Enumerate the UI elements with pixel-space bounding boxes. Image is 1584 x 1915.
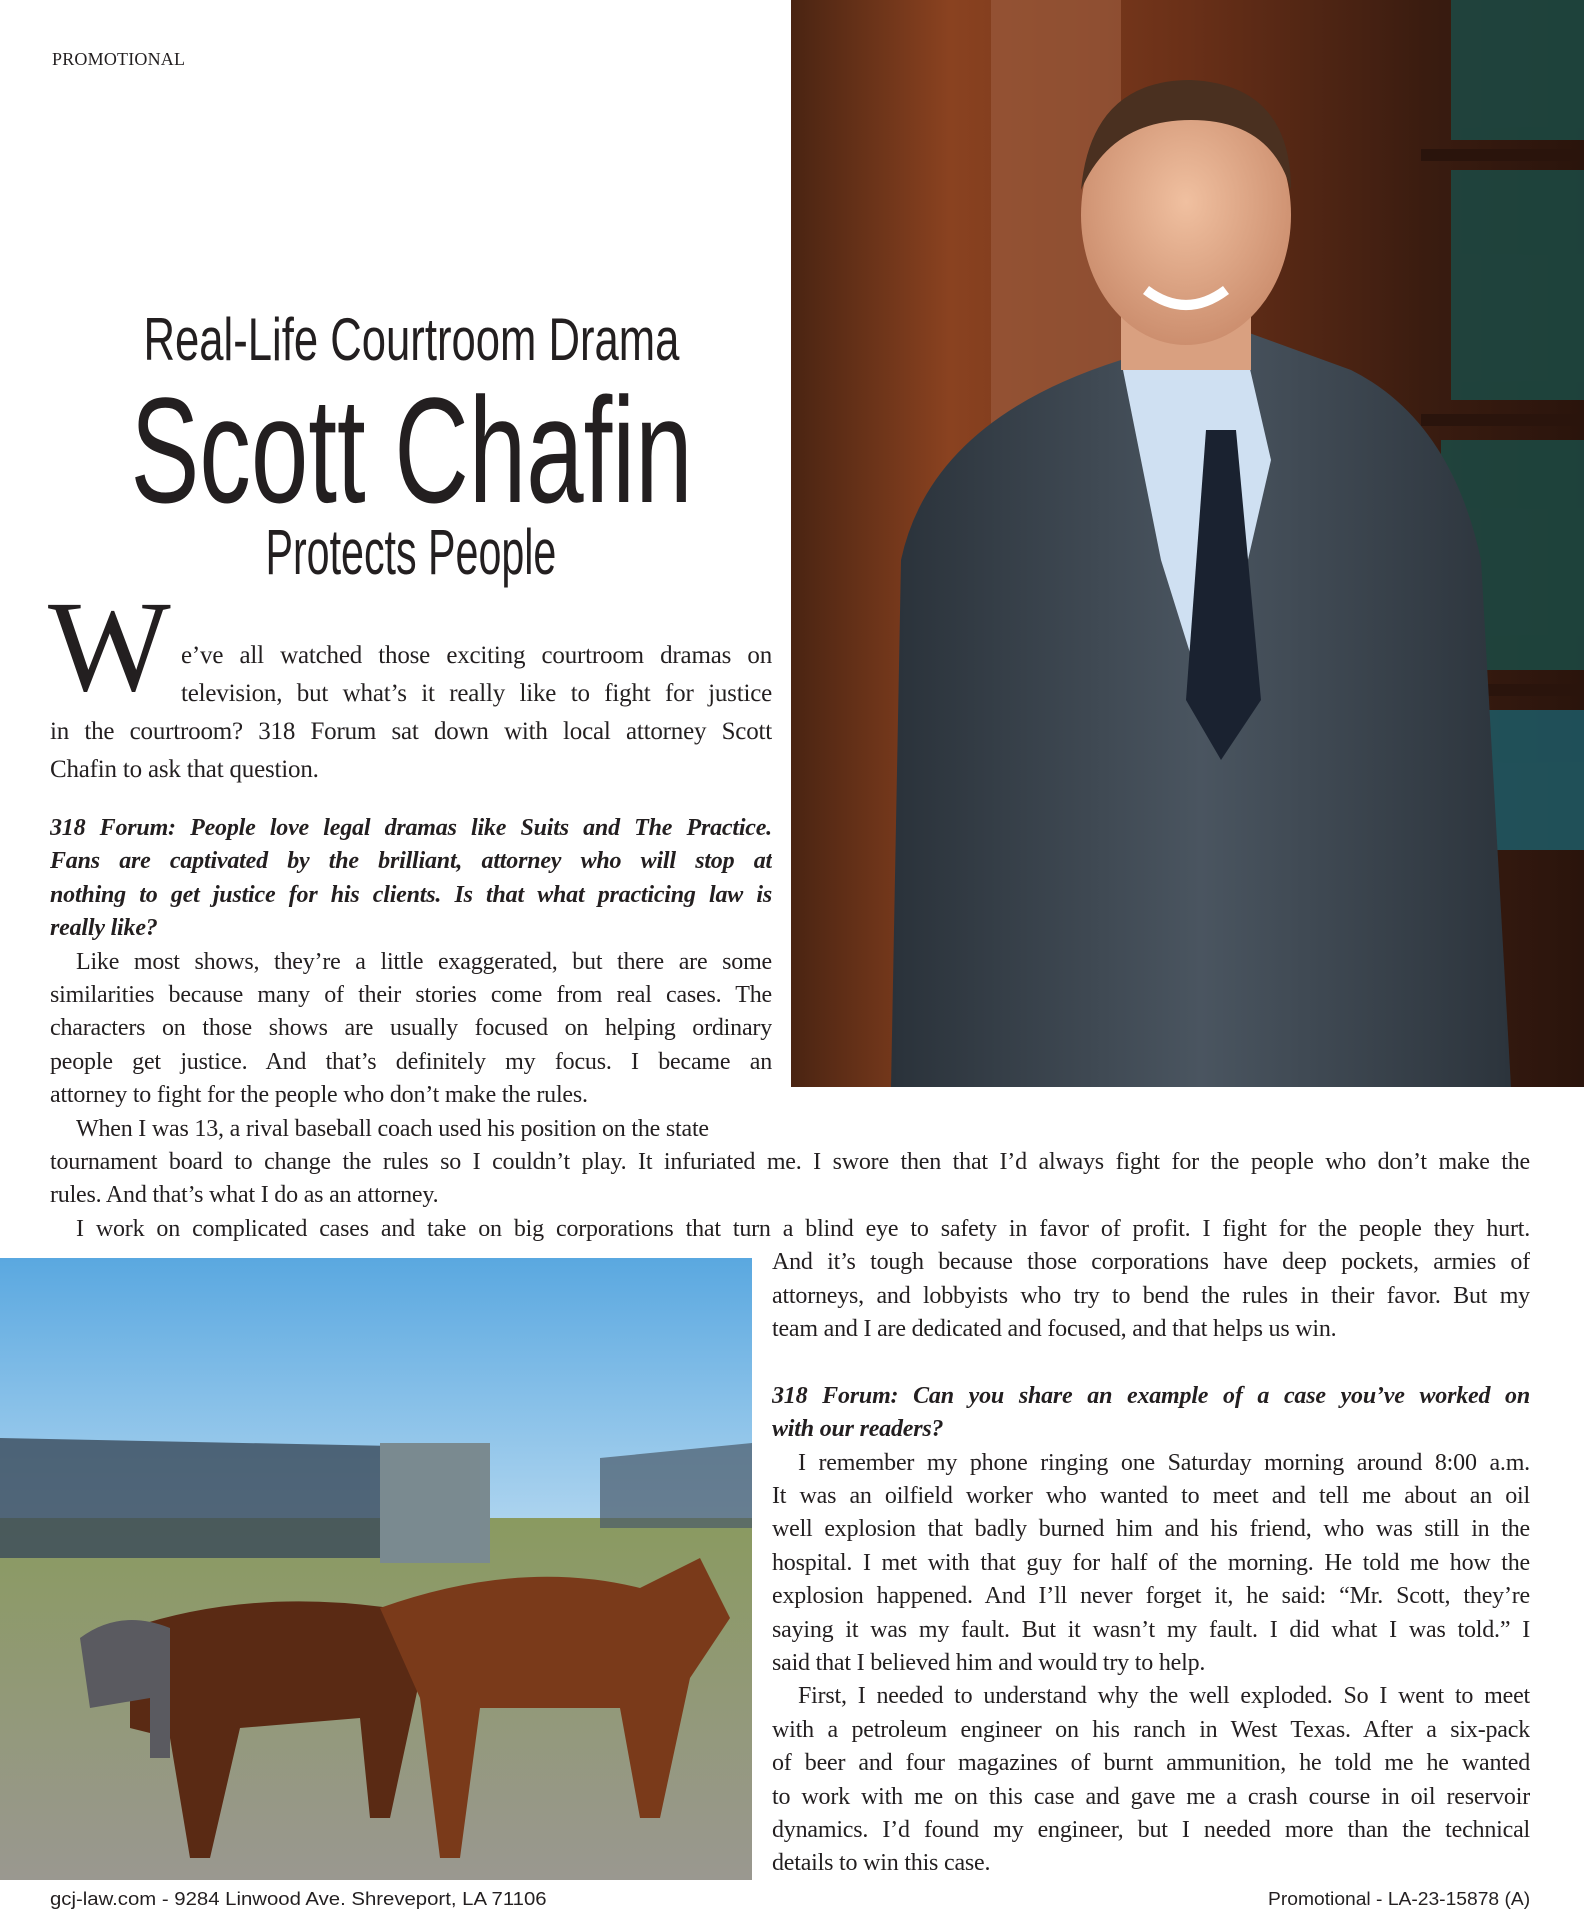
answer-line: It was an oilfield worker who wanted to meet and tell me about an oil — [772, 1483, 1530, 1509]
answer-line: said that I believed him and would try to help. — [772, 1650, 1206, 1676]
headline-name: Scott Chafin — [130, 366, 693, 534]
intro-line: e’ve all watched those exciting courtroom dramas on — [181, 642, 772, 669]
answer-line: explosion happened. And I’ll never forget it, he said: “Mr. Scott, they’re — [772, 1583, 1530, 1610]
answer-line: I remember my phone ringing one Saturday morning around 8:00 a.m. — [798, 1449, 1530, 1476]
intro-line: Chafin to ask that question. — [50, 756, 319, 783]
answer-line: tournament board to change the rules so I couldn’t play. It infuriated me. I swore then that I’d always fight for the people who don’t make the — [50, 1149, 1530, 1175]
answer-line: well explosion that badly burned him and his friend, who was still in the — [772, 1516, 1530, 1543]
question-line: nothing to get justice for his clients. Is that what practicing law is — [50, 881, 772, 908]
question-line: 318 Forum: Can you share an example of a case you’ve worked on — [772, 1382, 1530, 1409]
answer-line: characters on those shows are usually focused on helping ordinary — [50, 1015, 772, 1042]
answer-line: I work on complicated cases and take on big corporations that turn a blind eye to safety in favor of profit. I fight for the people they hurt. — [76, 1215, 1530, 1242]
question-line: with our readers? — [772, 1416, 944, 1443]
answer-line: similarities because many of their stories come from real cases. The — [50, 982, 772, 1008]
answer-line: Like most shows, they’re a little exaggerated, but there are some — [76, 948, 772, 975]
question-line: Fans are captivated by the brilliant, attorney who will stop at — [50, 848, 772, 875]
answer-line: dynamics. I’d found my engineer, but I needed more than the technical — [772, 1817, 1530, 1843]
answer-line: rules. And that’s what I do as an attorney. — [50, 1182, 439, 1209]
answer-line: hospital. I met with that guy for half of the morning. He told me how the — [772, 1549, 1530, 1576]
answer-line: attorney to fight for the people who don’t make the rules. — [50, 1082, 588, 1109]
question-line: 318 Forum: People love legal dramas like Suits and The Practice. — [50, 815, 772, 841]
answer-line: When I was 13, a rival baseball coach used his position on the state — [76, 1115, 709, 1142]
drop-cap: W — [48, 575, 171, 719]
answer-line: team and I are dedicated and focused, and that helps us win. — [772, 1316, 1337, 1342]
answer-line: saying it was my fault. But it wasn’t my fault. I did what I was told.” I — [772, 1616, 1530, 1643]
answer-line: people get justice. And that’s definitely my focus. I became an — [50, 1048, 772, 1075]
footer-code: Promotional - LA-23-15878 (A) — [1268, 1889, 1531, 1909]
footer-address: gcj-law.com - 9284 Linwood Ave. Shreveport, LA 71106 — [50, 1889, 547, 1909]
answer-line: details to win this case. — [772, 1850, 991, 1877]
promotional-label: PROMOTIONAL — [52, 49, 186, 69]
intro-line: in the courtroom? 318 Forum sat down with local attorney Scott — [50, 718, 772, 745]
answer-line: First, I needed to understand why the well exploded. So I went to meet — [798, 1683, 1530, 1710]
headline-tagline: Protects People — [265, 516, 557, 588]
portrait-photo — [791, 0, 1584, 1087]
answer-line: And it’s tough because those corporations have deep pockets, armies of — [772, 1249, 1530, 1276]
question-line: really like? — [50, 915, 158, 942]
answer-line: attorneys, and lobbyists who try to bend the rules in their favor. But my — [772, 1282, 1530, 1309]
headline-subtitle: Real-Life Courtroom Drama — [142, 306, 679, 373]
intro-line: television, but what’s it really like to fight for justice — [181, 680, 772, 707]
answer-line: of beer and four magazines of burnt ammunition, he told me he wanted — [772, 1750, 1530, 1777]
answer-line: to work with me on this case and gave me a crash course in oil reservoir — [772, 1783, 1530, 1810]
horses-photo — [0, 1258, 752, 1880]
answer-line: with a petroleum engineer on his ranch in West Texas. After a six-pack — [772, 1716, 1530, 1743]
